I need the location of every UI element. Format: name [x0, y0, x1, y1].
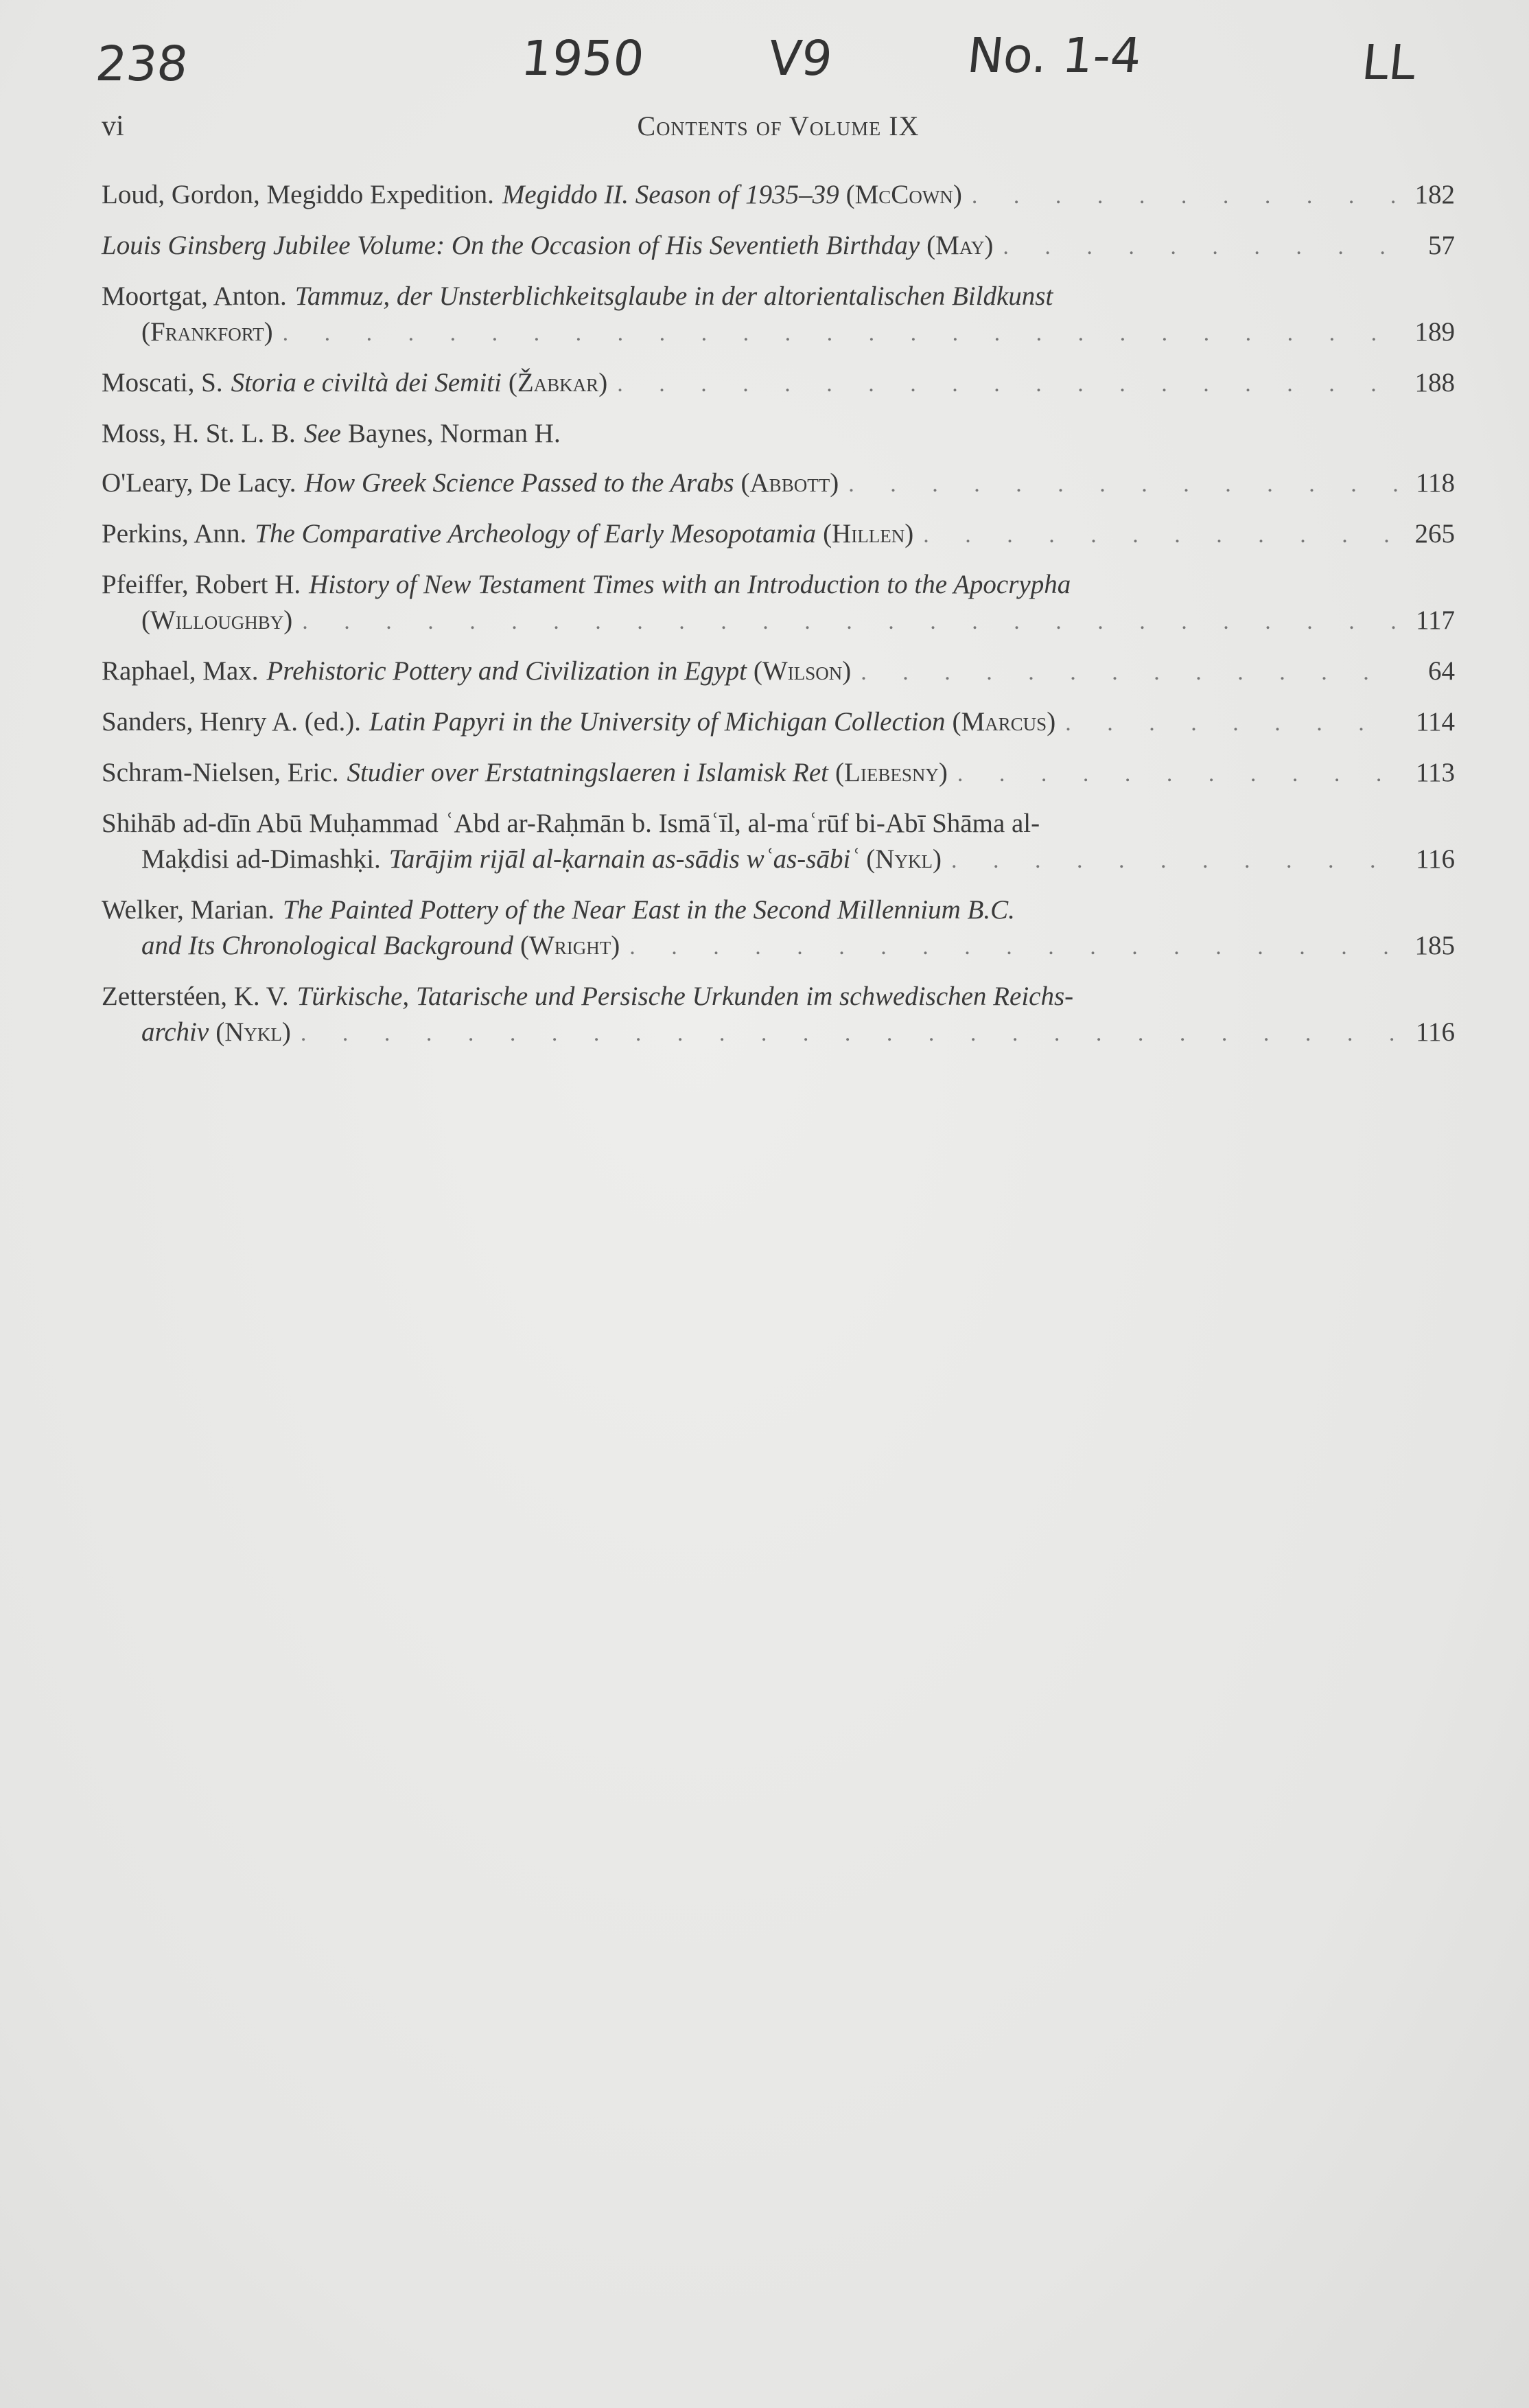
list-item: Loud, Gordon, Megiddo Expedition. Megiddo II. Season of 1935–39 ( McCown ) . . . 182 [102, 177, 1455, 214]
list-item: Louis Ginsberg Jubilee Volume: On the Occasion of His Seventieth Birthday ( May ) . . . 57 [102, 228, 1455, 265]
page-ref: 116 [1415, 1017, 1455, 1047]
page-header [102, 110, 1455, 158]
page-ref: 117 [1415, 605, 1455, 635]
list-item: Zetterstéen, K. V. Türkische, Tatarische und Persische Urkunden im schwedischen Reichs- archiv ( Nykl ) . . . 116 [102, 979, 1455, 1052]
list-item: Moss, H. St. L. B. See Baynes, Norman H. [102, 419, 561, 448]
list-item: Welker, Marian. The Painted Pottery of the Near East in the Second Millennium B.C. and Its Chronological Background ( Wright ) . . . 185 [102, 892, 1455, 965]
list-item: Pfeiffer, Robert H. History of New Testament Times with an Introduction to the Apocrypha ( Willoughby ) . . . 117 [102, 567, 1455, 640]
page-ref: 185 [1414, 931, 1455, 960]
handwritten-note: V9 [765, 30, 835, 86]
page-ref: 189 [1414, 317, 1455, 347]
page-ref: 188 [1414, 368, 1455, 397]
page-ref: 57 [1428, 231, 1455, 260]
list-item: Moortgat, Anton. Tammuz, der Unsterblichkeitsglaube in der altorientalischen Bildkunst ( Frankfort ) . . . 189 [102, 279, 1455, 351]
page-ref: 114 [1415, 707, 1455, 737]
contents-list [102, 177, 1455, 1065]
page-ref: 113 [1415, 758, 1455, 787]
list-item: Sanders, Henry A. (ed.). Latin Papyri in the University of Michigan Collection ( Marcus ) . . . 114 [102, 704, 1455, 741]
page-ref: 182 [1414, 180, 1455, 209]
page-ref: 116 [1415, 844, 1455, 874]
handwritten-note: No. 1-4 [964, 27, 1145, 84]
list-item: Raphael, Max. Prehistoric Pottery and Civilization in Egypt ( Wilson ) . . . 64 [102, 653, 1455, 691]
page-ref: 265 [1414, 519, 1455, 548]
list-item: Shihāb ad-dīn Abū Muḥammad ʿAbd ar-Raḥmān b. Ismāʿīl, al-maʿrūf bi-Abī Shāma al- Maḳdisi ad-Dimashḳi. Tarājim rijāl al-ḳarnain as-sādis wʿas-sābiʿ ( Nykl ) . . . 116 [102, 806, 1455, 879]
list-item: Perkins, Ann. The Comparative Archeology of Early Mesopotamia ( Hillen ) . . . 265 [102, 516, 1455, 553]
running-title: Contents of Volume IX [637, 111, 920, 141]
handwritten-note: 238 [93, 36, 191, 92]
handwritten-note: 1950 [518, 30, 647, 86]
list-item: Schram-Nielsen, Eric. Studier over Erstatningslaeren i Islamisk Ret ( Liebesny ) . . . 113 [102, 755, 1455, 792]
handwritten-note: LL [1359, 34, 1419, 91]
page-ref: 118 [1415, 468, 1455, 498]
page-number: vi [102, 111, 124, 142]
page-ref: 64 [1428, 656, 1455, 686]
list-item: O'Leary, De Lacy. How Greek Science Passed to the Arabs ( Abbott ) . . . 118 [102, 465, 1455, 502]
list-item: Moscati, S. Storia e civiltà dei Semiti ( Žabkar ) . . . 188 [102, 365, 1455, 402]
